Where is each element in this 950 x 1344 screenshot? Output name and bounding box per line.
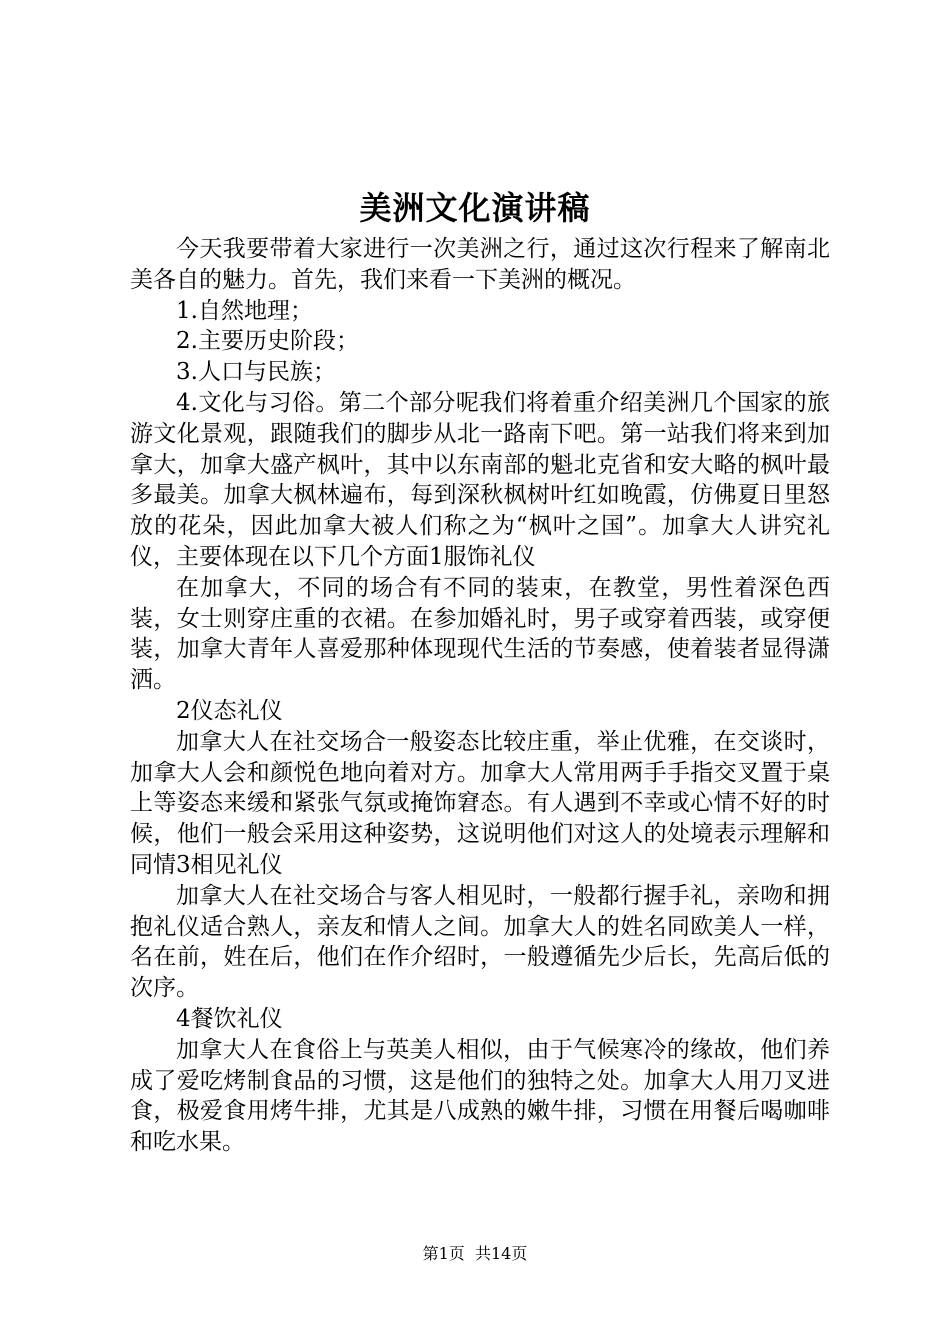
page-number: 第1页 xyxy=(422,1244,465,1263)
document-body xyxy=(130,234,830,1158)
page-footer xyxy=(0,1243,950,1265)
document-title: 美洲文化演讲稿 xyxy=(359,189,591,227)
page-total: 共14页 xyxy=(474,1244,528,1263)
paragraph-posture-etiquette: 加拿大人在社交场合一般姿态比较庄重，举止优雅，在交谈时，加拿大人会和颜悦色地向着对方。加拿大人常用两手手指交叉置于桌上等姿态来缓和紧张气氛或掩饰窘态。有人遇到不幸或心情不好的时候，他们一般会采用这种姿势，这说明他们对这人的处境表示理解和同情3相见礼仪 xyxy=(130,728,830,878)
paragraph-dining-etiquette: 加拿大人在食俗上与英美人相似，由于气候寒冷的缘故，他们养成了爱吃烤制食品的习惯，这是他们的独特之处。加拿大人用刀叉进食，极爱食用烤牛排，尤其是八成熟的嫩牛排，习惯在用餐后喝咖啡和吃水果。 xyxy=(130,1036,830,1156)
list-item-geography: 1.自然地理； xyxy=(176,297,313,324)
list-item-population: 3.人口与民族； xyxy=(176,359,336,386)
paragraph-culture-canada: 4.文化与习俗。第二个部分呢我们将着重介绍美洲几个国家的旅游文化景观，跟随我们的脚步从北一路南下吧。第一站我们将来到加拿大，加拿大盛产枫叶，其中以东南部的魁北克省和安大略的枫叶最多最美。加拿大枫林遍布，每到深秋枫树叶红如晚霞，仿佛夏日里怒放的花朵，因此加拿大被人们称之为“枫叶之国”。加拿大人讲究礼仪，主要体现在以下几个方面1服饰礼仪 xyxy=(130,389,830,570)
paragraph-dress-etiquette: 在加拿大，不同的场合有不同的装束，在教堂，男性着深色西装，女士则穿庄重的衣裙。在参加婚礼时，男子或穿着西装，或穿便装，加拿大青年人喜爱那种体现现代生活的节奏感，使着装者显得潇洒。 xyxy=(130,574,830,694)
paragraph-intro: 今天我要带着大家进行一次美洲之行，通过这次行程来了解南北美各自的魅力。首先，我们来看一下美洲的概况。 xyxy=(130,236,830,293)
list-item-history: 2.主要历史阶段； xyxy=(176,328,359,355)
paragraph-greeting-etiquette: 加拿大人在社交场合与客人相见时，一般都行握手礼，亲吻和拥抱礼仪适合熟人，亲友和情人之间。加拿大人的姓名同欧美人一样，名在前，姓在后，他们在作介绍时，一般遵循先少后长，先高后低的次序。 xyxy=(130,882,830,1002)
heading-posture-etiquette: 2仪态礼仪 xyxy=(176,697,283,724)
heading-dining-etiquette: 4餐饮礼仪 xyxy=(176,1005,283,1032)
